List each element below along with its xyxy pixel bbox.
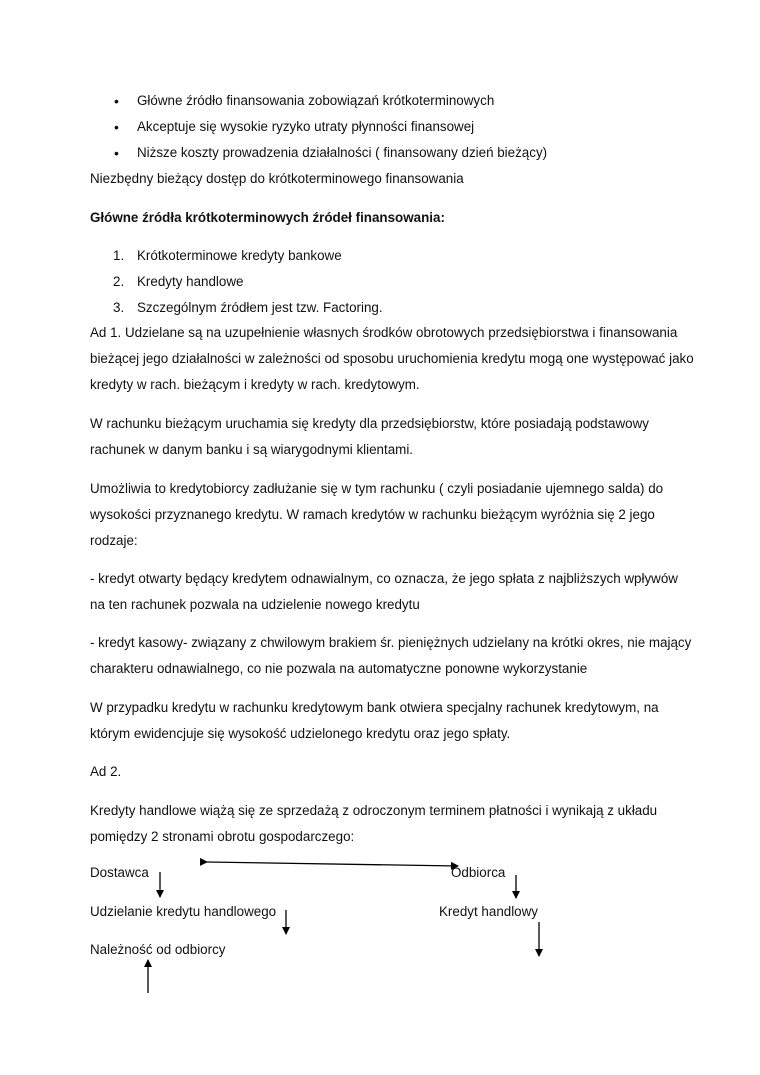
text-line: Niezbędny bieżący dostęp do krótkoterminowego finansowania — [90, 171, 464, 186]
item-text: Szczególnym źródłem jest tzw. Factoring. — [137, 300, 383, 315]
paragraph-line: charakteru odnawialnego, co nie pozwala na automatyczne ponowne wykorzystanie — [90, 661, 588, 676]
diagram-label-odbiorca: Odbiorca — [451, 865, 506, 880]
paragraph-line: wysokości przyznanego kredytu. W ramach kredytów w rachunku bieżącym wyróżnia się 2 jego — [90, 507, 655, 522]
paragraph-line: - kredyt kasowy- związany z chwilowym brakiem śr. pieniężnych udzielany na krótki okres, nie mający — [90, 635, 692, 650]
paragraph-line: rachunek w danym banku i są wiarygodnymi klientami. — [90, 442, 414, 457]
diagram-label-dostawca: Dostawca — [90, 865, 149, 880]
paragraph-line: rodzaje: — [90, 533, 138, 548]
double-arrow — [207, 862, 458, 866]
paragraph-line: W przypadku kredytu w rachunku kredytowym bank otwiera specjalny rachunek kredytowym, na — [90, 700, 659, 715]
diagram-label-naleznosc: Należność od odbiorcy — [90, 942, 226, 957]
paragraph-line: W rachunku bieżącym uruchamia się kredyty dla przedsiębiorstw, które posiadają podstawowy — [90, 416, 649, 431]
section-label: Ad 2. — [90, 764, 122, 779]
item-number: 1. — [113, 248, 125, 263]
paragraph-line: którym ewidencjuje się wysokość udzielonego kredytu oraz jego spłaty. — [90, 726, 511, 741]
paragraph-line: kredyty w rach. bieżącym i kredyty w rach. kredytowym. — [90, 377, 420, 392]
bullet-item: • Główne źródło finansowania zobowiązań krótkoterminowych — [137, 93, 494, 109]
item-number: 3. — [113, 300, 125, 315]
bullet-item: • Akceptuje się wysokie ryzyko utraty płynności finansowej — [137, 119, 474, 135]
paragraph-line: Kredyty handlowe wiążą się ze sprzedażą z odroczonym terminem płatności i wynikają z układu — [90, 803, 658, 818]
paragraph-line: - kredyt otwarty będący kredytem odnawialnym, co oznacza, że jego spłata z najbliższych wpływów — [90, 571, 678, 586]
item-text: Kredyty handlowe — [137, 274, 244, 289]
item-number: 2. — [113, 274, 125, 289]
paragraph-line: pomiędzy 2 stronami obrotu gospodarczego: — [90, 829, 355, 844]
section-heading: Główne źródła krótkoterminowych źródeł finansowania: — [90, 210, 445, 225]
paragraph-line: bieżącej jego działalności w zależności od sposobu uruchomienia kredytu mogą one występować jako — [90, 351, 694, 366]
paragraph-line: na ten rachunek pozwala na udzielenie nowego kredytu — [90, 597, 420, 612]
diagram-label-kredyt-handlowy: Kredyt handlowy — [439, 904, 538, 919]
paragraph-line: Umożliwia to kredytobiorcy zadłużanie się w tym rachunku ( czyli posiadanie ujemnego salda) do — [90, 481, 664, 496]
item-text: Krótkoterminowe kredyty bankowe — [137, 248, 342, 263]
paragraph-line: Ad 1. Udzielane są na uzupełnienie własnych środków obrotowych przedsiębiorstwa i finansowania — [90, 325, 678, 340]
diagram-label-udzielanie: Udzielanie kredytu handlowego — [90, 904, 277, 919]
bullet-item: • Niższe koszty prowadzenia działalności ( finansowany dzień bieżący) — [137, 145, 547, 161]
